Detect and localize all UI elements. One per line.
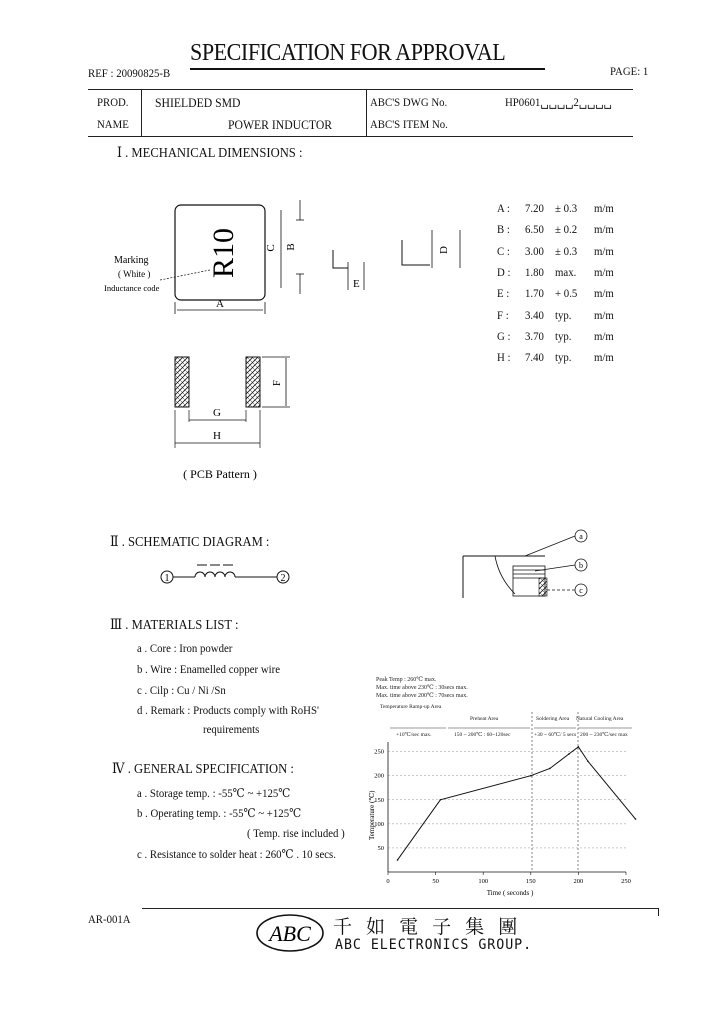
material-clip: c . Cilp : Cu / Ni /Sn (137, 683, 226, 697)
dim-letter-e: E (353, 278, 360, 290)
dim-letter-h: H (213, 430, 221, 442)
material-core: a . Core : Iron powder (137, 641, 233, 655)
dimension-unit: m/m (594, 350, 614, 365)
chart-note: Max. time above 200℃ : 70secs max. (376, 693, 468, 699)
footer-rule (142, 908, 658, 909)
section-schematic-heading: Ⅱ . SCHEMATIC DIAGRAM : (110, 535, 270, 550)
svg-text:a: a (579, 532, 583, 541)
zone-label-soldering: Soldering Area (536, 716, 570, 722)
chart-point (397, 859, 399, 861)
zone-label-preheat: Preheat Area (470, 716, 499, 722)
prod-label: PROD. (97, 95, 129, 109)
item-label: ABC'S ITEM No. (370, 117, 448, 131)
dimension-unit: m/m (594, 243, 614, 258)
section-general-heading: Ⅳ . GENERAL SPECIFICATION : (112, 762, 294, 777)
dimension-unit: m/m (594, 307, 614, 322)
table-divider (366, 89, 367, 136)
pin-2-label: 2 (280, 573, 286, 584)
chart-x-label: Time ( seconds ) (486, 889, 534, 897)
svg-text:b: b (579, 561, 583, 570)
reflow-profile-chart (362, 672, 658, 900)
dimension-tolerance: typ. (555, 307, 572, 322)
zone-label-cooling: Natural Cooling Area (576, 716, 624, 722)
dimension-key: B : (497, 222, 510, 237)
dimension-value: 3.40 (525, 307, 544, 322)
dimension-unit: m/m (594, 286, 614, 301)
dimension-key: C : (497, 243, 510, 258)
dim-letter-b: B (285, 243, 297, 251)
coil-symbol (195, 572, 235, 577)
dimension-row (497, 222, 627, 238)
dimension-unit: m/m (594, 328, 614, 343)
marking-label: Marking (114, 255, 149, 266)
product-name-line2: POWER INDUCTOR (228, 117, 333, 132)
pcb-pad-right (246, 357, 260, 407)
dimension-unit: m/m (594, 264, 614, 279)
dim-letter-a: A (216, 298, 224, 310)
title-underline (190, 68, 545, 70)
logo-text: ABC (269, 921, 311, 946)
dwg-value: HP0601␣␣␣␣2␣␣␣␣ (505, 95, 612, 109)
page-number: PAGE: 1 (610, 64, 649, 78)
dimension-unit: m/m (594, 201, 614, 215)
dimension-row (497, 308, 627, 324)
chart-y-tick-label: 200 (374, 772, 384, 780)
material-remark-cont: requirements (203, 722, 260, 736)
dimension-value: 7.20 (525, 201, 544, 215)
table-top-border (88, 89, 633, 90)
zone-note-rampup: +10℃/sec max. (396, 732, 432, 738)
dimension-key: D : (497, 264, 511, 279)
dim-letter-c: C (265, 244, 277, 252)
section-mechanical-heading: Ⅰ . MECHANICAL DIMENSIONS : (117, 146, 303, 161)
chart-point (549, 768, 551, 770)
dimension-row (497, 286, 627, 302)
dimension-row (497, 350, 627, 366)
spec-operating-temp: b . Operating temp. : -55℃ ~ +125℃ (137, 806, 302, 820)
dimension-key: E : (497, 286, 510, 301)
dimension-tolerance: typ. (555, 350, 572, 365)
dimension-row (497, 265, 627, 281)
dim-letter-f: F (271, 379, 283, 387)
spec-solder-heat: c . Resistance to solder heat : 260℃ . 10 secs. (137, 847, 336, 861)
dimension-key: F : (497, 307, 509, 322)
company-name-cn: 千 如 電 子 集 團 (333, 916, 522, 938)
page-title: SPECIFICATION FOR APPROVAL (190, 40, 506, 66)
dimension-value: 1.70 (525, 286, 544, 301)
spec-temp-rise: ( Temp. rise included ) (247, 826, 345, 840)
chart-point (587, 760, 589, 762)
inductance-code-label: Inductance code (104, 283, 160, 293)
dimension-key: G : (497, 328, 511, 343)
dimension-row (497, 201, 627, 217)
name-label: NAME (97, 117, 129, 131)
dimension-key: A : (497, 201, 510, 215)
dimension-row (497, 329, 627, 345)
pcb-pad-left (175, 357, 189, 407)
schematic-diagram (155, 560, 305, 590)
form-code: AR-001A (88, 912, 131, 926)
mechanical-drawing (100, 190, 480, 490)
dwg-label: ABC'S DWG No. (370, 95, 448, 109)
table-divider (141, 89, 142, 136)
dimension-row (497, 244, 627, 260)
chart-y-tick-label: 250 (374, 748, 384, 756)
marking-color: ( White ) (118, 269, 151, 279)
pcb-pattern-caption: ( PCB Pattern ) (183, 467, 257, 481)
chart-point (530, 775, 532, 777)
chart-y-label: Temperature (℃) (368, 790, 376, 840)
zone-label-rampup: Temperature Ramp-up Area (380, 704, 442, 710)
svg-text:c: c (579, 586, 583, 595)
footer-rule-end (658, 908, 659, 916)
zone-note-preheat: 150 ~ 200℃ : 60~120sec (454, 732, 511, 738)
chart-y-tick-label: 100 (374, 820, 384, 828)
material-wire: b . Wire : Enamelled copper wire (137, 662, 281, 676)
dimension-value: 3.70 (525, 328, 544, 343)
chart-x-tick-label: 50 (432, 878, 439, 885)
dimension-value: 6.50 (525, 222, 544, 237)
chart-x-tick-label: 200 (573, 878, 584, 885)
dimension-tolerance: + 0.5 (555, 286, 578, 301)
chart-y-tick-label: 150 (374, 796, 384, 804)
section-materials-heading: Ⅲ . MATERIALS LIST : (110, 618, 239, 633)
table-bottom-border (88, 136, 633, 137)
zone-note-cooling: 200 ~ 230℃/sec max (580, 732, 628, 738)
dim-letter-g: G (213, 407, 221, 419)
chart-point (568, 753, 570, 755)
dimension-value: 1.80 (525, 264, 544, 279)
product-name-line1: SHIELDED SMD (155, 95, 241, 110)
material-remark: d . Remark : Products comply with RoHS' (137, 703, 319, 717)
chart-note: Max. time above 230℃ : 30secs max. (376, 685, 468, 691)
marking-leader (160, 270, 210, 280)
dimension-tolerance: ± 0.3 (555, 243, 578, 258)
zone-note-soldering: +30 ~ 60℃/ 5 secs (534, 732, 577, 738)
company-name-en: ABC ELECTRONICS GROUP. (335, 937, 533, 953)
dimension-tolerance: max. (555, 264, 577, 279)
dimension-key: H : (497, 350, 511, 365)
spec-storage-temp: a . Storage temp. : -55℃ ~ +125℃ (137, 786, 291, 800)
marking-text: R10 (207, 227, 240, 279)
chart-point (440, 799, 442, 801)
chart-series-line (398, 747, 636, 860)
dimension-tolerance: typ. (555, 328, 572, 343)
chart-note: Peak Temp : 260℃ max. (376, 677, 437, 683)
ref-number: REF : 20090825-B (88, 66, 171, 80)
cross-section-diagram (455, 528, 605, 603)
chart-point (635, 818, 637, 820)
abc-logo (255, 912, 325, 954)
dimension-tolerance: ± 0.2 (555, 222, 578, 237)
dimension-value: 3.00 (525, 243, 544, 258)
chart-y-tick-label: 50 (377, 844, 384, 852)
chart-x-tick-label: 100 (478, 878, 489, 885)
dimension-tolerance: ± 0.3 (555, 201, 578, 215)
chart-x-tick-label: 250 (621, 878, 631, 885)
chart-x-tick-label: 0 (386, 878, 390, 885)
dimension-unit: m/m (594, 222, 614, 237)
dim-letter-d: D (438, 246, 450, 254)
chart-x-tick-label: 150 (525, 878, 536, 885)
chart-point (578, 746, 580, 748)
pin-1-label: 1 (164, 573, 170, 584)
dimension-value: 7.40 (525, 350, 544, 365)
